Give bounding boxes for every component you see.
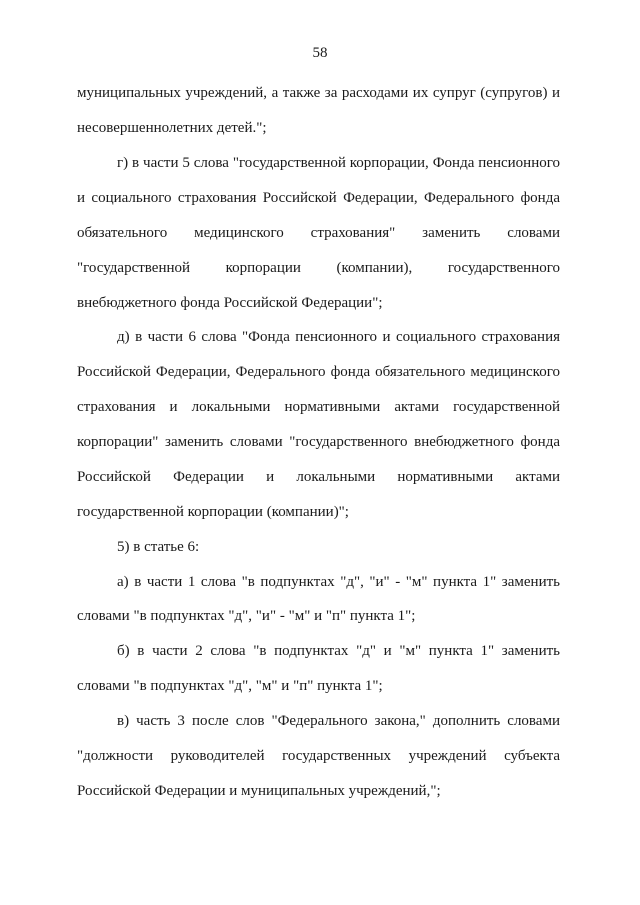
text-line: обязательного медицинского страхования" заменить словами <box>77 225 560 241</box>
text-line: несовершеннолетних детей."; <box>77 120 267 136</box>
text-line: б) в части 2 слова "в подпунктах "д" и "м" пункта 1" заменить <box>117 643 560 659</box>
text-line: внебюджетного фонда Российской Федерации"; <box>77 295 383 311</box>
text-line: Российской Федерации и локальными нормативными актами <box>77 469 560 485</box>
text-line: корпорации" заменить словами "государственного внебюджетного фонда <box>77 434 560 450</box>
text-line: Российской Федерации, Федерального фонда обязательного медицинского <box>77 364 560 380</box>
text-line: г) в части 5 слова "государственной корпорации, Фонда пенсионного <box>117 155 560 171</box>
text-line: "должности руководителей государственных учреждений субъекта <box>77 748 560 764</box>
text-line: в) часть 3 после слов "Федерального закона," дополнить словами <box>117 713 560 729</box>
text-line: государственной корпорации (компании)"; <box>77 504 349 520</box>
text-line: Российской Федерации и муниципальных учреждений,"; <box>77 783 441 799</box>
text-line: "государственной корпорации (компании), государственного <box>77 260 560 276</box>
text-line: 5) в статье 6: <box>117 539 200 555</box>
text-line: страхования и локальными нормативными актами государственной <box>77 399 560 415</box>
text-line: д) в части 6 слова "Фонда пенсионного и социального страхования <box>117 329 560 345</box>
text-line: а) в части 1 слова "в подпунктах "д", "и" - "м" пункта 1" заменить <box>117 574 560 590</box>
text-line: словами "в подпунктах "д", "м" и "п" пункта 1"; <box>77 678 383 694</box>
page-number: 58 <box>312 45 328 61</box>
text-line: словами "в подпунктах "д", "и" - "м" и "п" пункта 1"; <box>77 608 416 624</box>
text-line: муниципальных учреждений, а также за расходами их супруг (супругов) и <box>77 85 560 101</box>
text-line: и социального страхования Российской Федерации, Федерального фонда <box>77 190 560 206</box>
